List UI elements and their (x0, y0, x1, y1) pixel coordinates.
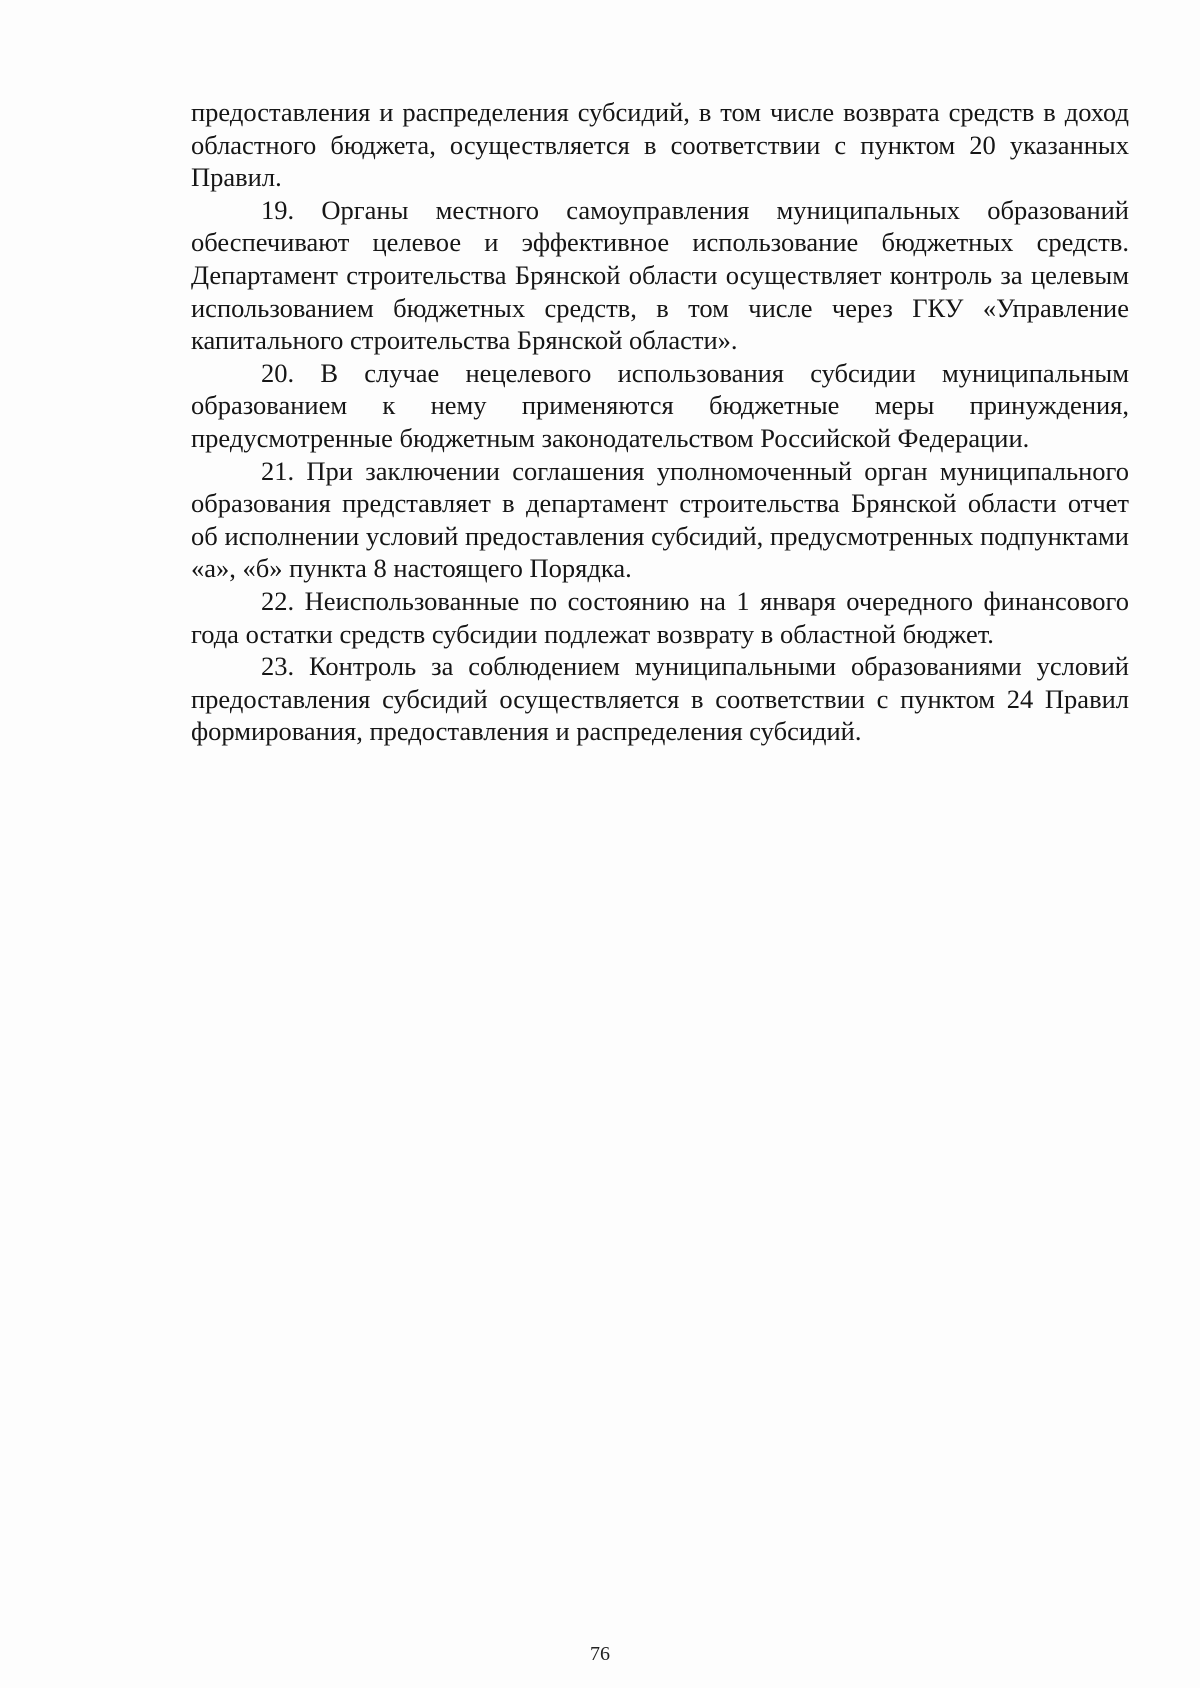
paragraph-21: 21. При заключении соглашения уполномоченный орган муниципального образования представляет в департамент строительства Брянской области отчет об исполнении условий предоставления субсидий, предусмотренных подпунктами «а», «б» пункта 8 настоящего Порядка. (191, 455, 1129, 584)
paragraph-23: 23. Контроль за соблюдением муниципальными образованиями условий предоставления субсидий осуществляется в соответствии с пунктом 24 Правил формирования, предоставления и распределения субсидий. (191, 651, 1129, 747)
paragraph-continuation: предоставления и распределения субсидий, в том числе возврата средств в доход областного бюджета, осуществляется в соответствии с пунктом 20 указанных Правил. (191, 97, 1129, 193)
document-body (191, 96, 1129, 748)
page-number: 76 (590, 1643, 610, 1665)
paragraph-19: 19. Органы местного самоуправления муниципальных образований обеспечивают целевое и эффективное использование бюджетных средств. Департамент строительства Брянской области осуществляет контроль за целевым использованием бюджетных средств, в том числе через ГКУ «Управление капитального строительства Брянской области». (191, 194, 1129, 356)
paragraph-20: 20. В случае нецелевого использования субсидии муниципальным образованием к нему применяются бюджетные меры принуждения, предусмотренные бюджетным законодательством Российской Федерации. (191, 357, 1129, 453)
paragraph-22: 22. Неиспользованные по состоянию на 1 января очередного финансового года остатки средств субсидии подлежат возврату в областной бюджет. (191, 585, 1129, 649)
